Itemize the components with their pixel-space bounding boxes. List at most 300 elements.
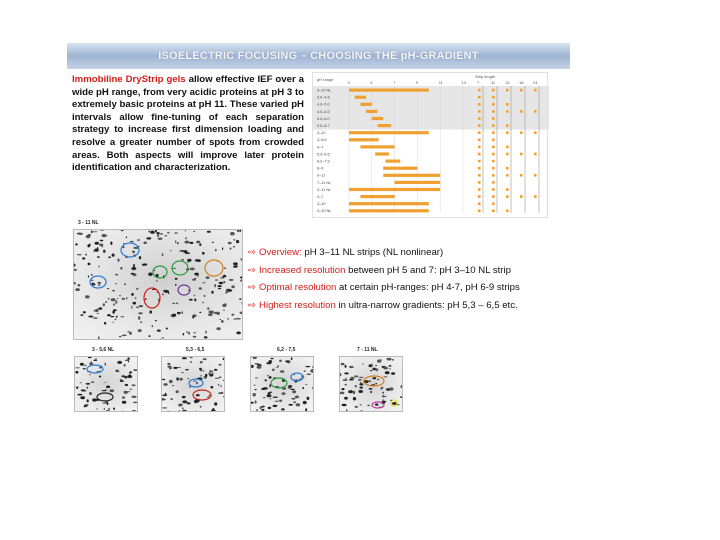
protein-spot — [377, 379, 379, 380]
protein-spot — [223, 277, 224, 278]
availability-dot — [492, 131, 495, 134]
protein-spot — [138, 312, 142, 314]
protein-spot — [185, 237, 186, 239]
protein-spot — [129, 372, 131, 375]
protein-spot — [99, 244, 103, 247]
protein-spot — [240, 312, 244, 315]
protein-spot — [237, 230, 240, 232]
protein-spot — [291, 357, 293, 360]
highlight-circle — [90, 276, 106, 288]
protein-spot — [203, 358, 207, 360]
protein-spot — [261, 388, 265, 390]
protein-spot — [106, 386, 110, 389]
protein-spot — [136, 288, 138, 290]
protein-spot — [209, 370, 213, 372]
protein-spot — [193, 231, 195, 232]
protein-spot — [375, 383, 377, 385]
protein-spot — [89, 392, 92, 395]
protein-spot — [214, 402, 217, 405]
protein-spot — [196, 411, 197, 412]
protein-spot — [192, 279, 196, 281]
row-label: 5.3–6.5 — [317, 152, 330, 157]
protein-spot — [194, 295, 195, 297]
range-bar — [355, 96, 366, 99]
protein-spot — [112, 290, 115, 291]
availability-dot — [506, 188, 509, 191]
protein-spot — [74, 264, 76, 267]
row-label: 3.5–4.5 — [317, 95, 330, 100]
protein-spot — [112, 322, 114, 323]
protein-spot — [184, 241, 189, 244]
protein-spot — [228, 242, 232, 245]
protein-spot — [292, 390, 296, 393]
protein-spot — [260, 406, 263, 408]
protein-spot — [74, 282, 76, 284]
protein-spot — [138, 368, 139, 370]
protein-spot — [343, 379, 348, 381]
protein-spot — [227, 318, 228, 320]
protein-spot — [93, 317, 98, 319]
protein-spot — [254, 385, 256, 386]
availability-dot — [492, 174, 495, 177]
protein-spot — [117, 259, 119, 262]
small-gel-svg — [340, 357, 403, 412]
protein-spot — [98, 307, 102, 310]
range-bar — [349, 138, 379, 141]
protein-spot — [196, 241, 200, 244]
protein-spot — [268, 360, 272, 363]
protein-spot — [157, 235, 159, 237]
protein-spot — [99, 376, 101, 378]
bullet-item — [248, 297, 578, 315]
protein-spot — [175, 240, 176, 243]
protein-spot — [223, 309, 224, 311]
protein-spot — [359, 377, 364, 378]
protein-spot — [344, 372, 348, 374]
protein-spot — [131, 396, 136, 398]
highlight-circle — [87, 365, 103, 373]
protein-spot — [88, 316, 93, 318]
availability-dot — [506, 110, 509, 113]
range-bar — [383, 174, 440, 177]
protein-spot — [143, 242, 147, 245]
protein-spot — [356, 411, 361, 412]
availability-dot — [506, 174, 509, 177]
protein-spot — [76, 411, 77, 412]
small-gel-label: 5,3 - 6,5 — [186, 347, 205, 353]
protein-spot — [135, 297, 137, 299]
protein-spot — [173, 367, 177, 369]
protein-spot — [256, 409, 258, 411]
protein-spot — [215, 249, 217, 252]
availability-dot — [478, 117, 481, 120]
protein-spot — [136, 306, 139, 308]
availability-dot — [506, 131, 509, 134]
range-bar — [360, 103, 371, 106]
availability-dot — [492, 103, 495, 106]
protein-spot — [341, 363, 345, 366]
protein-spot — [240, 230, 242, 232]
protein-spot — [116, 316, 118, 318]
protein-spot — [370, 391, 372, 393]
protein-spot — [115, 319, 117, 321]
availability-dot — [478, 124, 481, 127]
protein-spot — [192, 315, 194, 318]
row-label: 4–7 — [317, 145, 324, 150]
highlight-circle — [271, 378, 287, 388]
protein-spot — [182, 396, 186, 398]
protein-spot — [93, 360, 97, 361]
protein-spot — [219, 319, 221, 320]
protein-spot — [230, 232, 235, 235]
protein-spot — [344, 397, 348, 400]
row-band — [313, 86, 549, 130]
availability-dot — [478, 110, 481, 113]
availability-dot — [506, 210, 509, 213]
bullet-item — [248, 244, 578, 262]
axis-tick-label: 7 — [393, 80, 396, 85]
protein-spot — [240, 279, 243, 281]
protein-spot — [119, 336, 122, 337]
protein-spot — [185, 369, 189, 370]
protein-spot — [375, 365, 377, 366]
protein-spot — [164, 235, 167, 236]
length-col-label: 24 — [533, 80, 538, 85]
availability-dot — [520, 174, 523, 177]
protein-spot — [255, 377, 259, 378]
protein-spot — [188, 332, 190, 335]
availability-dot — [534, 195, 537, 198]
protein-spot — [176, 377, 179, 380]
protein-spot — [193, 411, 195, 412]
protein-spot — [218, 288, 221, 289]
protein-spot — [113, 303, 115, 305]
protein-spot — [88, 263, 91, 266]
protein-spot — [305, 366, 310, 367]
protein-spot — [181, 372, 184, 373]
protein-spot — [199, 287, 202, 289]
protein-spot — [220, 278, 223, 279]
protein-spot — [100, 230, 104, 231]
protein-spot — [236, 332, 241, 335]
protein-spot — [95, 242, 100, 245]
protein-spot — [87, 386, 89, 389]
availability-dot — [520, 153, 523, 156]
range-bar — [360, 145, 394, 148]
protein-spot — [233, 239, 236, 240]
protein-spot — [157, 330, 161, 332]
protein-spot — [110, 316, 114, 317]
protein-spot — [162, 293, 164, 295]
availability-dot — [492, 202, 495, 205]
row-label: 4–7 — [317, 195, 324, 199]
protein-spot — [387, 358, 392, 361]
protein-spot — [107, 288, 109, 289]
protein-spot — [257, 366, 262, 369]
protein-spot — [105, 382, 106, 383]
bullet-text: pH 3–11 NL strips (NL nonlinear) — [301, 247, 444, 258]
availability-dot — [478, 202, 481, 205]
row-label: 3–11 NL — [317, 187, 332, 192]
protein-spot — [200, 370, 205, 371]
protein-spot — [111, 298, 116, 301]
protein-spot — [88, 275, 89, 277]
arrow-icon: ⇨ — [248, 299, 257, 311]
protein-spot — [92, 283, 96, 285]
protein-spot — [170, 398, 172, 399]
availability-dot — [478, 195, 481, 198]
protein-spot — [307, 397, 310, 400]
highlight-circle — [144, 288, 160, 308]
protein-spot — [122, 396, 125, 399]
range-bar — [349, 131, 429, 134]
protein-spot — [98, 336, 100, 339]
protein-spot — [187, 259, 191, 262]
protein-spot — [165, 393, 167, 396]
protein-spot — [133, 264, 135, 267]
length-col-label: 11 — [491, 80, 496, 85]
protein-spot — [355, 406, 358, 408]
protein-spot — [340, 373, 341, 376]
availability-dot — [534, 131, 537, 134]
protein-spot — [369, 388, 373, 390]
protein-spot — [121, 230, 124, 231]
protein-spot — [233, 246, 235, 247]
protein-spot — [133, 402, 137, 404]
axis-tick-label: 3 — [347, 80, 350, 85]
protein-spot — [189, 299, 193, 301]
protein-spot — [125, 360, 129, 361]
protein-spot — [137, 402, 138, 405]
protein-spot — [119, 295, 120, 297]
protein-spot — [376, 368, 379, 371]
protein-spot — [346, 409, 347, 411]
protein-spot — [273, 405, 278, 407]
protein-spot — [223, 275, 226, 278]
protein-spot — [259, 365, 262, 366]
availability-dot — [534, 89, 537, 92]
protein-spot — [211, 291, 213, 294]
protein-spot — [117, 369, 119, 372]
protein-spot — [187, 378, 189, 379]
protein-spot — [205, 331, 207, 334]
protein-spot — [186, 331, 188, 333]
protein-spot — [254, 389, 256, 390]
title-bar — [67, 43, 570, 69]
protein-spot — [355, 385, 357, 387]
protein-spot — [282, 392, 286, 395]
small-gel-image — [339, 356, 403, 412]
availability-dot — [534, 174, 537, 177]
protein-spot — [87, 399, 89, 402]
bullet-list — [248, 244, 578, 314]
protein-spot — [149, 310, 152, 313]
protein-spot — [103, 411, 105, 412]
length-col-label: 18 — [519, 80, 524, 85]
protein-spot — [269, 392, 272, 393]
protein-spot — [81, 389, 85, 391]
availability-dot — [534, 153, 537, 156]
protein-spot — [131, 293, 134, 296]
row-label: 6–11 — [317, 173, 326, 178]
protein-spot — [97, 313, 100, 314]
availability-dot — [520, 195, 523, 198]
protein-spot — [291, 398, 295, 399]
protein-spot — [82, 257, 85, 259]
availability-dot — [506, 124, 509, 127]
protein-spot — [193, 381, 197, 382]
protein-spot — [123, 246, 125, 248]
protein-spot — [202, 302, 204, 304]
protein-spot — [132, 410, 136, 411]
axis-tick-label: 9 — [415, 80, 419, 85]
protein-spot — [139, 256, 141, 259]
protein-spot — [100, 240, 104, 242]
protein-spot — [358, 411, 361, 412]
availability-dot — [478, 188, 481, 191]
protein-spot — [212, 242, 214, 243]
protein-spot — [98, 266, 100, 268]
protein-spot — [210, 386, 213, 388]
protein-spot — [223, 380, 225, 381]
protein-spot — [209, 310, 210, 313]
protein-spot — [236, 240, 239, 243]
slide-title: ISOELECTRIC FOCUSING – CHOOSING THE pH-GRADIENT — [158, 50, 479, 62]
length-col-label: 13 — [505, 80, 510, 85]
protein-spot — [293, 401, 295, 403]
protein-spot — [340, 392, 344, 395]
bullet-item — [248, 262, 578, 280]
protein-spot — [156, 232, 159, 235]
protein-spot — [231, 314, 234, 316]
protein-spot — [217, 285, 221, 287]
availability-dot — [492, 146, 495, 149]
availability-dot — [478, 139, 481, 142]
protein-spot — [223, 281, 225, 283]
protein-spot — [382, 392, 384, 394]
availability-dot — [492, 195, 495, 198]
protein-spot — [138, 317, 140, 320]
protein-spot — [400, 396, 403, 398]
protein-spot — [162, 407, 167, 408]
protein-spot — [251, 402, 254, 404]
protein-spot — [193, 332, 196, 333]
availability-dot — [492, 124, 495, 127]
protein-spot — [120, 267, 122, 270]
protein-spot — [224, 267, 226, 269]
availability-dot — [506, 146, 509, 149]
protein-spot — [218, 384, 219, 386]
protein-spot — [269, 376, 272, 379]
protein-spot — [117, 298, 119, 299]
small-gel-svg — [75, 357, 138, 412]
availability-dot — [478, 181, 481, 184]
protein-spot — [103, 250, 105, 253]
protein-spot — [385, 371, 390, 374]
protein-spot — [383, 367, 388, 370]
protein-spot — [127, 375, 132, 378]
protein-spot — [270, 398, 272, 399]
protein-spot — [190, 361, 192, 363]
protein-spot — [310, 369, 314, 372]
protein-spot — [372, 368, 376, 371]
bullet-highlight: Overview: — [259, 247, 302, 258]
protein-spot — [110, 242, 112, 245]
protein-spot — [382, 396, 387, 397]
protein-spot — [183, 333, 185, 336]
protein-spot — [312, 366, 314, 369]
highlight-circle — [193, 390, 211, 400]
protein-spot — [312, 387, 314, 390]
protein-spot — [97, 247, 99, 249]
protein-spot — [77, 394, 82, 396]
protein-spot — [255, 400, 257, 403]
protein-spot — [193, 336, 197, 338]
protein-spot — [285, 360, 289, 362]
protein-spot — [304, 370, 306, 372]
row-label: 3–10 — [317, 131, 326, 136]
protein-spot — [167, 366, 171, 368]
protein-spot — [194, 278, 196, 279]
protein-spot — [212, 373, 214, 374]
protein-spot — [130, 241, 134, 242]
protein-spot — [77, 254, 82, 255]
protein-spot — [391, 372, 395, 375]
protein-spot — [121, 316, 125, 317]
protein-spot — [132, 251, 135, 253]
availability-dot — [492, 160, 495, 163]
protein-spot — [389, 368, 390, 369]
protein-spot — [107, 402, 109, 405]
protein-spot — [218, 392, 223, 393]
protein-spot — [139, 305, 143, 307]
protein-spot — [126, 297, 127, 300]
availability-dot — [506, 167, 509, 170]
row-label: 5.0–6.0 — [317, 116, 330, 121]
protein-spot — [75, 371, 78, 374]
protein-spot — [92, 398, 97, 401]
protein-spot — [160, 339, 161, 340]
protein-spot — [177, 242, 179, 244]
protein-spot — [129, 389, 132, 390]
row-label: 3–10 NL — [317, 209, 332, 214]
protein-spot — [353, 391, 355, 394]
protein-spot — [389, 365, 392, 367]
protein-spot — [172, 268, 176, 269]
protein-spot — [138, 329, 142, 332]
protein-spot — [156, 280, 157, 282]
protein-spot — [276, 367, 278, 368]
protein-spot — [200, 406, 202, 408]
protein-spot — [349, 366, 354, 368]
protein-spot — [164, 290, 169, 293]
protein-spot — [200, 361, 203, 363]
protein-spot — [85, 254, 87, 256]
protein-spot — [102, 403, 106, 404]
protein-spot — [116, 283, 117, 284]
protein-spot — [162, 379, 165, 380]
protein-spot — [380, 359, 382, 362]
protein-spot — [305, 384, 307, 385]
protein-spot — [253, 393, 256, 396]
protein-spot — [170, 250, 171, 251]
protein-spot — [275, 401, 279, 402]
ph-range-chart-svg — [313, 73, 549, 219]
protein-spot — [214, 312, 218, 314]
protein-spot — [281, 408, 285, 410]
protein-spot — [122, 335, 126, 336]
highlight-circle — [153, 266, 167, 278]
